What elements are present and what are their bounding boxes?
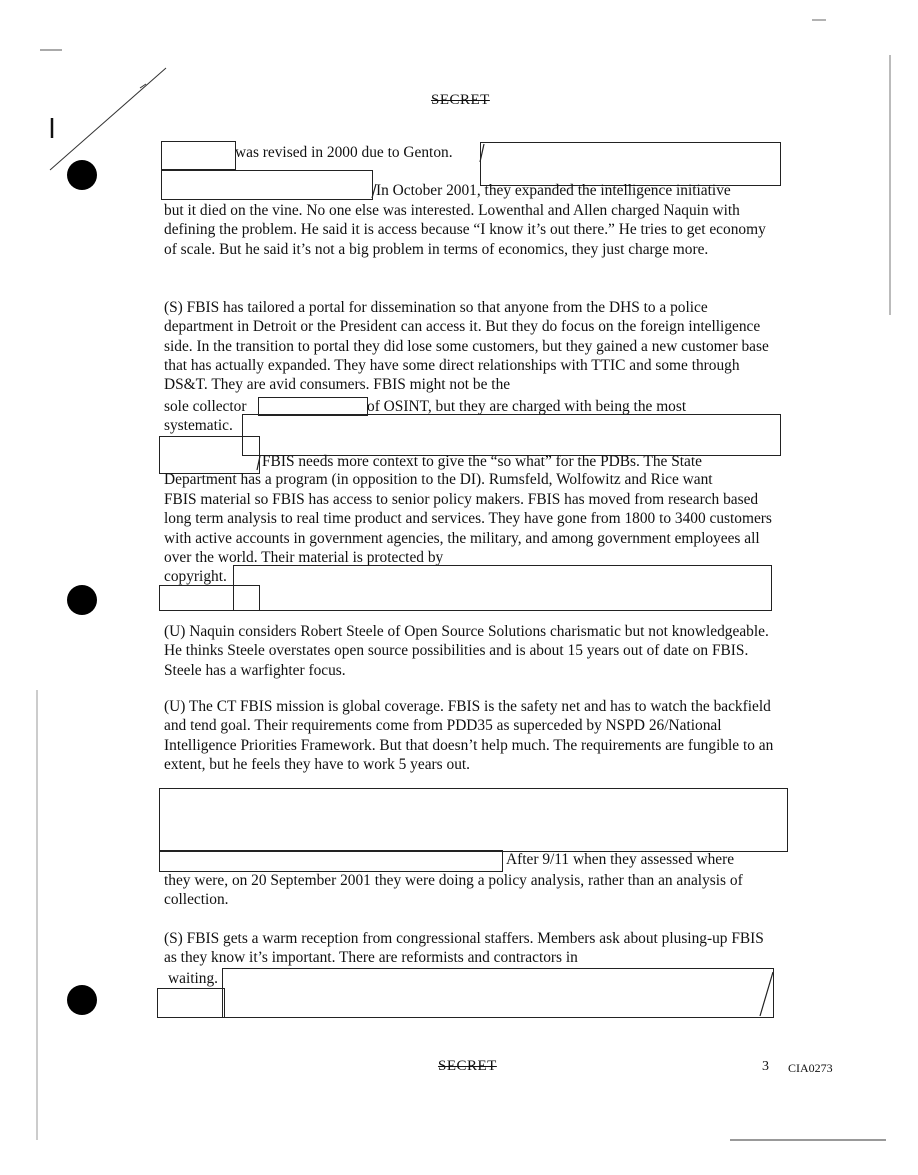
paragraph-7: (S) FBIS gets a warm reception from congressional staffers. Members ask about plusing-up FBIS as they know it’s important. There are reformists and contractors in: [164, 930, 764, 967]
paragraph-3: FBIS material so FBIS has access to senior policy makers. FBIS has moved from research based long term analysis to real time product and services. They have gone from 1800 to 3400 customers with active accounts in government agencies, the military, and among government employees all over the world. Their material is protected by: [164, 491, 772, 566]
redaction-box: [233, 565, 772, 611]
redaction-box: [159, 436, 260, 474]
paragraph-6-line-1: After 9/11 when they assessed where: [506, 851, 735, 868]
paragraph-2-sole-collector: sole collector: [164, 398, 247, 415]
redaction-box: [161, 141, 236, 170]
paragraph-2-end: systematic.: [164, 417, 233, 434]
paragraph-4: (U) Naquin considers Robert Steele of Open Source Solutions charismatic but not knowledgeable. He thinks Steele overstates open source possibilities and is about 15 years out of date on FBIS. Steele has a warfighter focus.: [164, 623, 769, 679]
redaction-box: [159, 585, 260, 611]
paragraph-3-line-2: Department has a program (in opposition to the DI). Rumsfeld, Wolfowitz and Rice want: [164, 471, 713, 488]
redaction-box: [480, 142, 781, 186]
paragraph-1-line-2: In October 2001, they expanded the intelligence initiative: [376, 182, 731, 199]
paragraph-1: but it died on the vine. No one else was interested. Lowenthal and Allen charged Naquin with defining the problem. He said it is access because “I know it’s out there.” He tries to get economy of scale. But he said it’s not a big problem in terms of economics, they just charge more.: [164, 202, 766, 258]
document-id: CIA0273: [788, 1061, 833, 1075]
redaction-box: [157, 988, 225, 1018]
paragraph-6: they were, on 20 September 2001 they were doing a policy analysis, rather than an analysis of collection.: [164, 872, 743, 909]
punch-hole-bottom: [67, 985, 97, 1015]
redaction-box: [222, 968, 774, 1018]
punch-hole-top: [67, 160, 97, 190]
paragraph-2: (S) FBIS has tailored a portal for dissemination so that anyone from the DHS to a police department in Detroit or the President can access it. But they do focus on the foreign intelligence side. In the transition to portal they did lose some customers, but they gained a new customer base that has actually expanded. They have some direct relationships with TTIC and some through DS&T. They are avid consumers. FBIS might not be the: [164, 299, 769, 394]
paragraph-3-end: copyright.: [164, 568, 227, 585]
classification-footer: SECRET: [438, 1058, 497, 1074]
redaction-box: [242, 414, 781, 456]
paragraph-3-line-1: FBIS needs more context to give the “so what” for the PDBs. The State: [262, 453, 702, 470]
paragraph-7-end: waiting.: [168, 970, 219, 987]
punch-hole-middle: [67, 585, 97, 615]
paragraph-2-osint: of OSINT, but they are charged with being the most: [367, 398, 687, 415]
redaction-box: [159, 850, 503, 872]
redaction-box: [161, 170, 373, 200]
classification-header: SECRET: [431, 92, 490, 108]
paragraph-5: (U) The CT FBIS mission is global coverage. FBIS is the safety net and has to watch the backfield and tend goal. Their requirements come from PDD35 as superceded by NSPD 26/National Intelligence Priorities Framework. But that doesn’t help much. The requirements are fungible to an extent, but he feels they have to work 5 years out.: [164, 698, 774, 773]
paragraph-1-line-1: was revised in 2000 due to Genton.: [235, 144, 453, 161]
page-number: 3: [762, 1059, 769, 1074]
redaction-box: [159, 788, 788, 852]
